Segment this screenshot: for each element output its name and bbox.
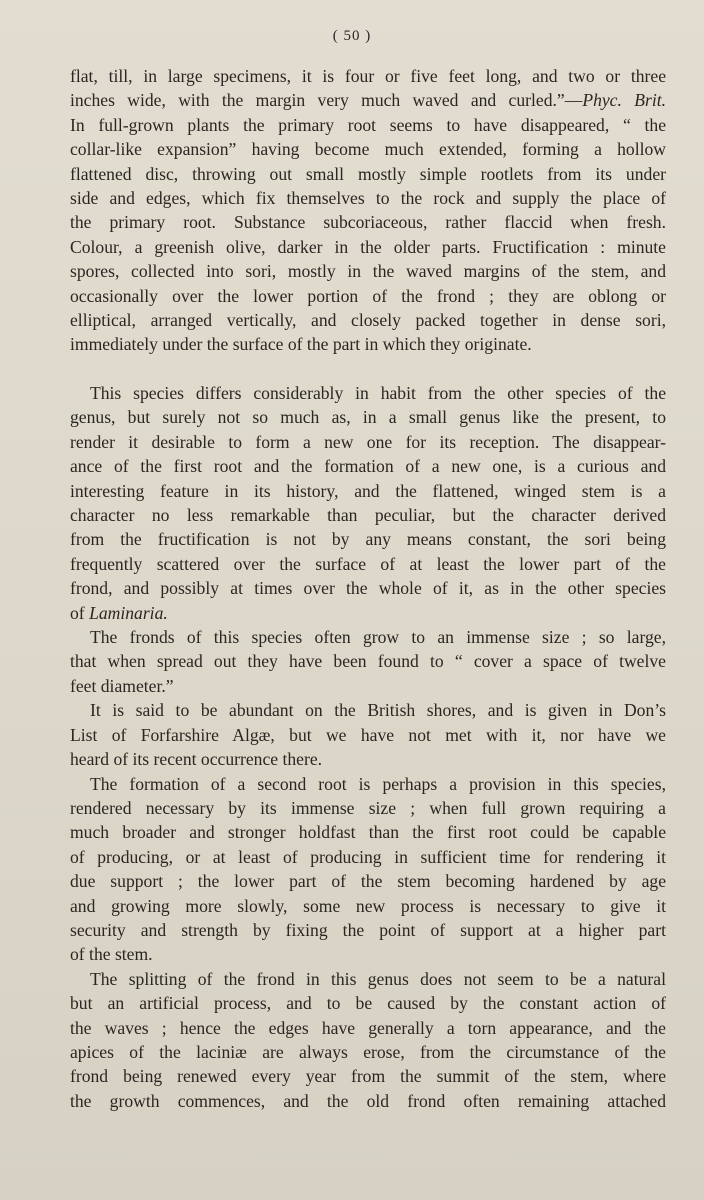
text-line: but an artificial process, and to be caused by the constant action of [70,993,666,1014]
text-line: elliptical, arranged vertically, and closely packed together in dense sori, [70,310,666,331]
text-line: The formation of a second root is perhaps a provision in this species, [90,773,666,794]
text-line: flat, till, in large specimens, it is four or five feet long, and two or three [70,66,666,86]
text-line: of the stem. [70,944,153,965]
text-line: List of Forfarshire Algæ, but we have not met with it, nor have we [70,724,666,745]
text-line: The fronds of this species often grow to an immense size ; so large, [90,627,666,648]
text-line: security and strength by fixing the point of support at a higher part [70,919,666,940]
text-line: The splitting of the frond in this genus does not seem to be a natural [90,968,666,989]
text-line: occasionally over the lower portion of the frond ; they are oblong or [70,285,666,306]
text-line: immediately under the surface of the part in which they originate. [70,334,532,355]
text-line: ance of the first root and the formation of a new one, is a curious and [70,456,666,477]
text-line: frond being renewed every year from the summit of the stem, where [70,1066,666,1087]
text-line: much broader and stronger holdfast than the first root could be capable [70,822,666,843]
text-line: genus, but surely not so much as, in a small genus like the present, to [70,407,666,428]
text-line [70,601,666,625]
species-description-paragraph [70,64,666,357]
body-text [70,381,666,1113]
text-line: flattened disc, throwing out small mostly simple rootlets from its under [70,163,666,184]
text-line: due support ; the lower part of the stem becoming hardened by age [70,871,666,892]
text-line: render it desirable to form a new one for its reception. The disappear- [70,431,666,452]
text-line: In full-grown plants the primary root seems to have disappeared, “ the [70,114,666,135]
text-line: collar-like expansion” having become much extended, forming a hollow [70,139,666,160]
text-line: heard of its recent occurrence there. [70,749,323,770]
text-line: spores, collected into sori, mostly in the waved margins of the stem, and [70,261,666,282]
text-line: rendered necessary by its immense size ; when full grown requiring a [70,797,666,818]
text-line: This species differs considerably in habit from the other species of the [90,383,666,403]
text-line: Colour, a greenish olive, darker in the older parts. Fructification : minute [70,236,666,257]
genus-name: Laminaria. [89,602,168,623]
text-line-segment: inches wide, with the margin very much waved and curled.”— [70,90,583,111]
text-line-segment: of [70,602,90,623]
text-line: the primary root. Substance subcoriaceous, rather flaccid when fresh. [70,212,666,233]
page-number: ( 50 ) [332,28,372,44]
text-line: character no less remarkable than peculiar, but the character derived [70,505,666,526]
text-line: of producing, or at least of producing in sufficient time for rendering it [70,846,666,867]
text-line: that when spread out they have been found to “ cover a space of twelve [70,651,666,672]
text-line: from the fructification is not by any means constant, the sori being [70,529,666,550]
text-line: the waves ; hence the edges have generally a torn appearance, and the [70,1017,666,1038]
text-line: It is said to be abundant on the British shores, and is given in Don’s [90,700,666,721]
text-line: and growing more slowly, some new process is necessary to give it [70,895,666,916]
citation: Phyc. Brit. [582,90,666,111]
text-line: frequently scattered over the surface of at least the lower part of the [70,553,666,574]
text-line: feet diameter.” [70,675,174,696]
text-line: interesting feature in its history, and the flattened, winged stem is a [70,480,666,501]
text-line: side and edges, which fix themselves to the rock and supply the place of [70,188,666,209]
text-line [70,88,666,112]
text-line: apices of the laciniæ are always erose, from the circumstance of the [70,1041,666,1062]
text-line: frond, and possibly at times over the whole of it, as in the other species [70,578,666,599]
text-line: the growth commences, and the old frond often remaining attached [70,1090,666,1111]
